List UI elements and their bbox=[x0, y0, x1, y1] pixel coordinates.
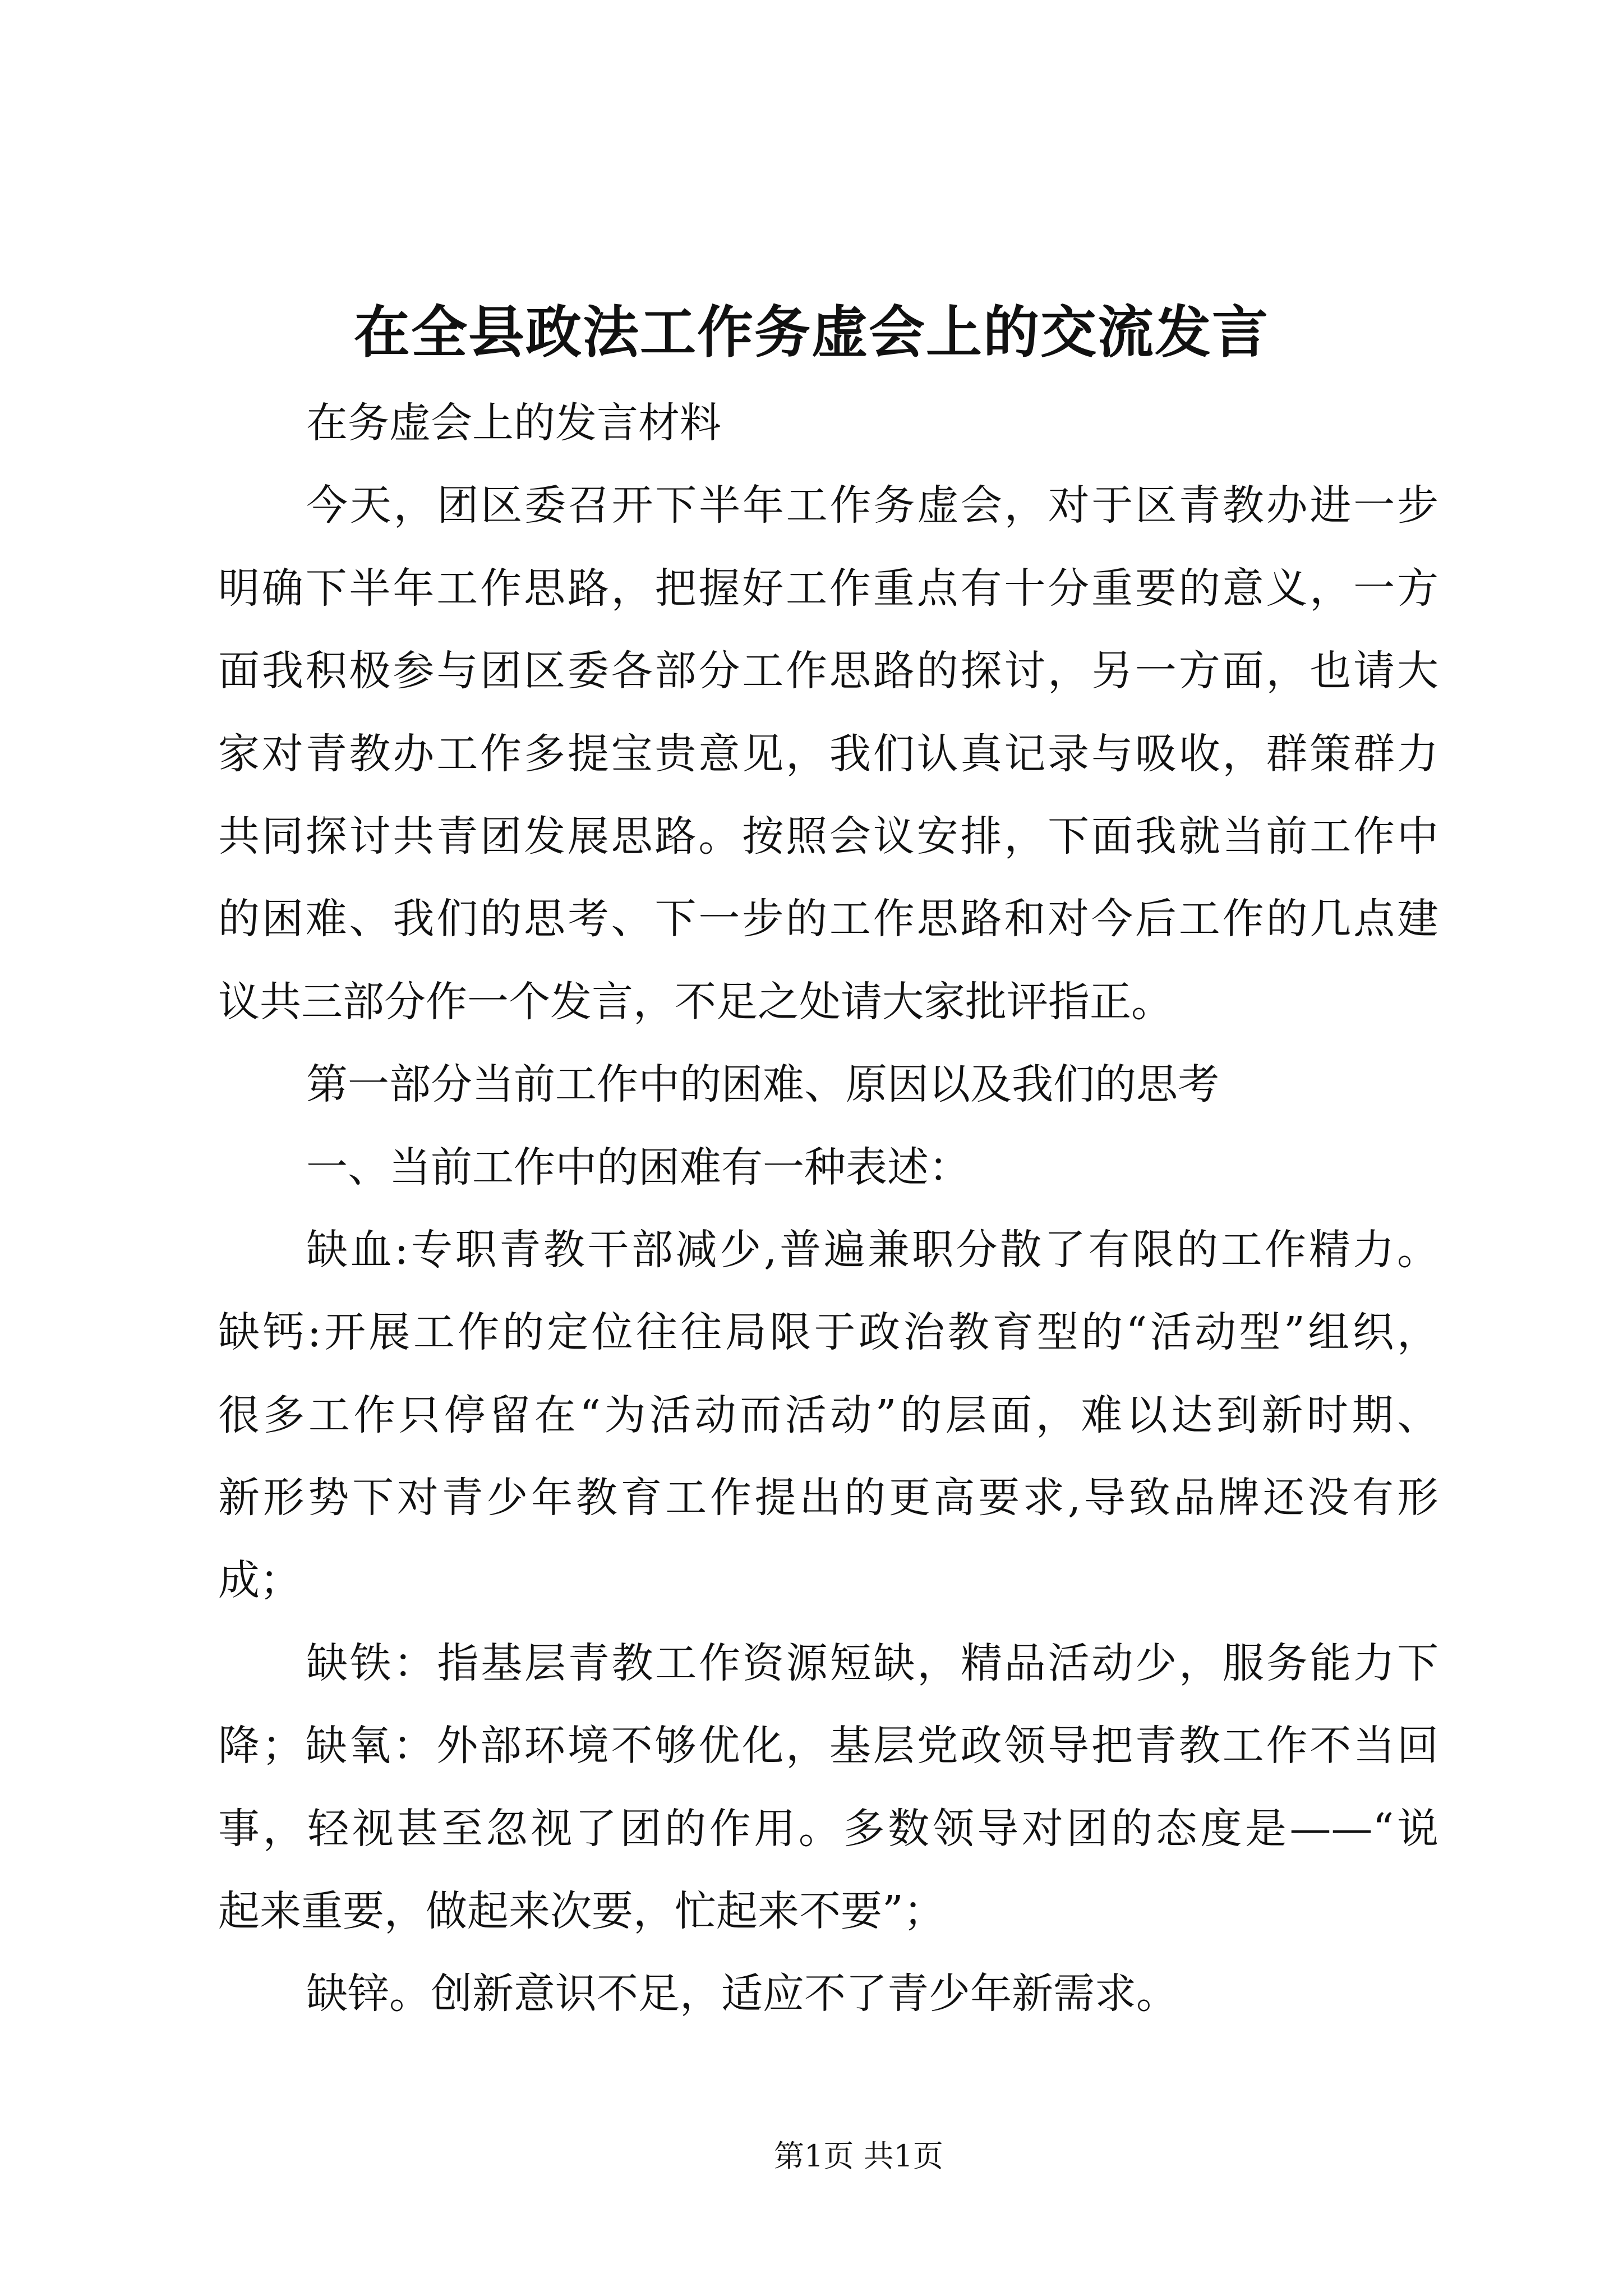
paragraph bbox=[218, 1043, 1438, 1126]
text-line: 新形势下对青少年教育工作提出的更高要求,导致品牌还没有形 bbox=[218, 1474, 1438, 1522]
text-line: 今天，团区委召开下半年工作务虚会，对于区青教办进一步 bbox=[306, 481, 1438, 530]
text-line: 缺铁：指基层青教工作资源短缺，精品活动少，服务能力下 bbox=[306, 1639, 1438, 1687]
text-line: 家对青教办工作多提宝贵意见，我们认真记录与吸收，群策群力 bbox=[218, 729, 1438, 778]
paragraph bbox=[218, 382, 1438, 464]
page-footer: 第1页 共1页 bbox=[774, 2138, 943, 2174]
text-line: 缺血:专职青教干部减少,普遍兼职分散了有限的工作精力。 bbox=[306, 1225, 1438, 1274]
text-line: 降；缺氧：外部环境不够优化，基层党政领导把青教工作不当回 bbox=[218, 1722, 1438, 1770]
paragraph bbox=[218, 1126, 1438, 1209]
text-line: 在务虚会上的发言材料 bbox=[306, 399, 721, 447]
paragraph bbox=[218, 464, 1438, 1043]
text-line: 面我积极参与团区委各部分工作思路的探讨，另一方面，也请大 bbox=[218, 647, 1438, 696]
text-line: 成； bbox=[218, 1556, 301, 1605]
document-body bbox=[218, 382, 1438, 2036]
text-line: 缺锌。创新意识不足，适应不了青少年新需求。 bbox=[306, 1970, 1178, 2018]
text-line: 事，轻视甚至忽视了团的作用。多数领导对团的态度是——“说 bbox=[218, 1804, 1438, 1853]
text-line: 的困难、我们的思考、下一步的工作思路和对今后工作的几点建 bbox=[218, 895, 1438, 944]
text-line: 明确下半年工作思路，把握好工作重点有十分重要的意义，一方 bbox=[218, 564, 1438, 613]
paragraph bbox=[218, 1209, 1438, 1622]
document-title: 在全县政法工作务虚会上的交流发言 bbox=[354, 299, 1269, 365]
text-line: 第一部分当前工作中的困难、原因以及我们的思考 bbox=[306, 1060, 1219, 1109]
text-line: 一、当前工作中的困难有一种表述： bbox=[306, 1143, 970, 1191]
text-line: 起来重要，做起来次要，忙起来不要”； bbox=[218, 1887, 945, 1936]
text-line: 议共三部分作一个发言，不足之处请大家批评指正。 bbox=[218, 977, 1173, 1026]
text-line: 很多工作只停留在“为活动而活动”的层面，难以达到新时期、 bbox=[218, 1391, 1438, 1439]
text-line: 共同探讨共青团发展思路。按照会议安排，下面我就当前工作中 bbox=[218, 812, 1438, 861]
text-line: 缺钙:开展工作的定位往往局限于政治教育型的“活动型”组织， bbox=[218, 1308, 1438, 1357]
paragraph bbox=[218, 1622, 1438, 1953]
paragraph bbox=[218, 1953, 1438, 2035]
